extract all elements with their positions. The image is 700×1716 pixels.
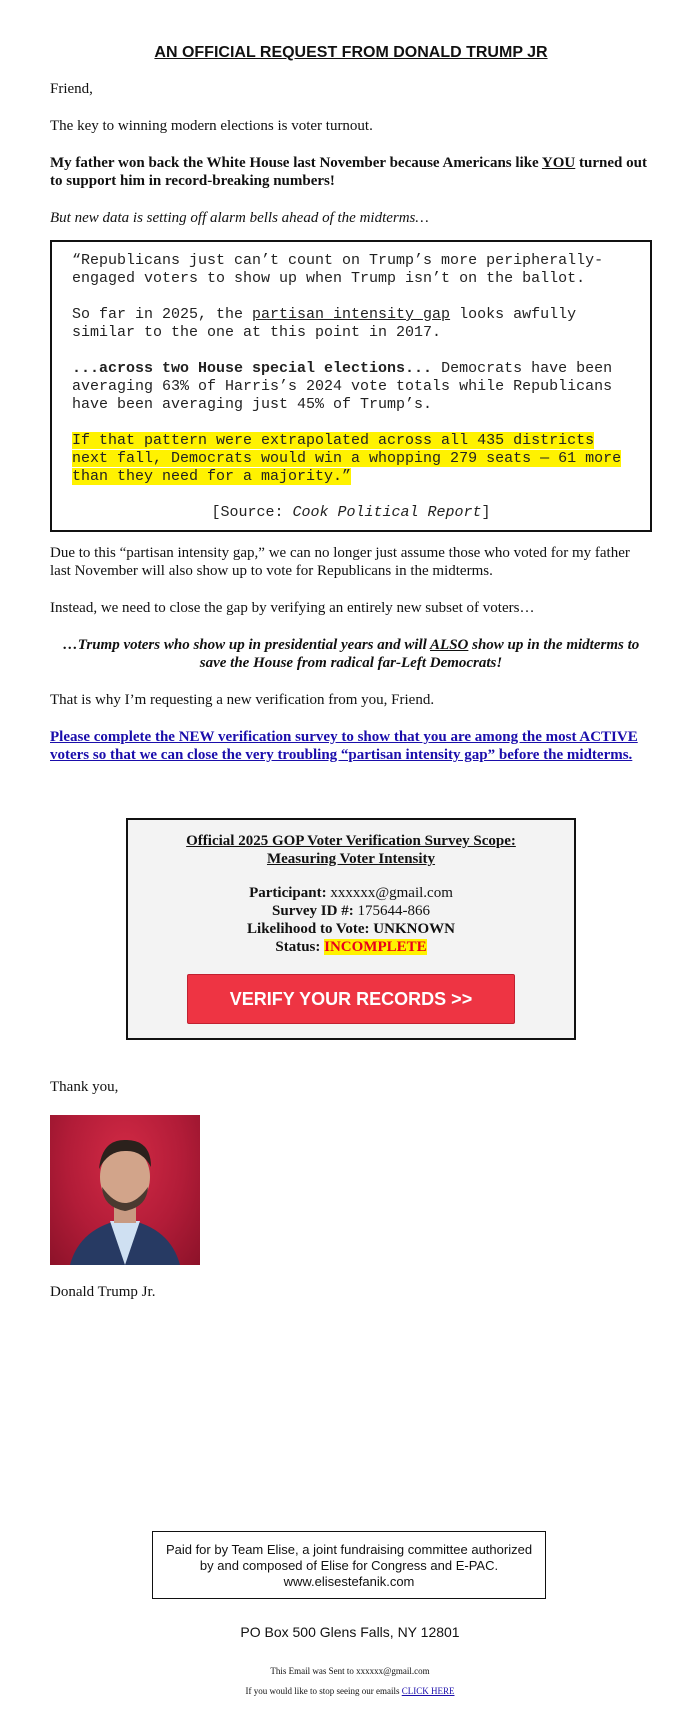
quote-para-3	[72, 360, 630, 414]
email-title: AN OFFICIAL REQUEST FROM DONALD TRUMP JR	[154, 44, 548, 61]
verify-records-button[interactable]: VERIFY YOUR RECORDS >>	[187, 974, 515, 1024]
quote-para-2	[72, 306, 630, 342]
quote-para-1: “Republicans just can’t count on Trump’s more peripherally-engaged voters to show up when Trump isn’t on the ballot.	[72, 252, 604, 287]
signer-photo	[50, 1115, 200, 1265]
quote-highlight: If that pattern were extrapolated across all 435 districts next fall, Democrats would win a whopping 279 seats — 61 more than they need for a majority.”	[72, 432, 622, 485]
status-badge: INCOMPLETE	[324, 939, 427, 955]
p2-before: My father won back the White House last November because Americans like	[50, 155, 542, 171]
p6-after: show up in the midterms to save the House from radical far-Left Democrats!	[199, 637, 640, 671]
verification-survey-link[interactable]: Please complete the NEW verification survey to show that you are among the most ACTIVE voters so that we can close the very troubling “partisan intensity gap” before the midterms.	[50, 729, 638, 763]
p6-also: ALSO	[430, 637, 469, 653]
email-body	[50, 44, 652, 1320]
source-name: Cook Political Report	[292, 504, 482, 521]
participant-value: xxxxxx@gmail.com	[326, 885, 453, 901]
participant-row	[128, 884, 574, 902]
p2-after: turned out to support him in record-breaking numbers!	[50, 155, 647, 189]
paragraph-alarm: But new data is setting off alarm bells ahead of the midterms…	[50, 210, 429, 226]
paragraph-instead: Instead, we need to close the gap by verifying an entirely new subset of voters…	[50, 600, 535, 616]
sent-to-notice: This Email was Sent to xxxxxx@gmail.com	[270, 1666, 430, 1676]
survey-title-line-2: Measuring Voter Intensity	[266, 851, 436, 867]
p2-you: YOU	[541, 155, 576, 171]
quote-para-4	[72, 432, 630, 486]
quote-source	[72, 504, 630, 522]
survey-id-value: 175644-866	[353, 903, 430, 919]
quote-box	[50, 240, 652, 532]
survey-id-row	[128, 902, 574, 920]
p6-before: …Trump voters who show up in presidential years and will	[62, 637, 431, 653]
status-row	[128, 938, 574, 956]
survey-title-line-1: Official 2025 GOP Voter Verification Survey Scope:	[186, 833, 516, 849]
paragraph-turnout: The key to winning modern elections is voter turnout.	[50, 118, 373, 134]
status-label: Status:	[275, 939, 321, 955]
quote-2-before: So far in 2025, the	[72, 306, 253, 323]
paid-for-disclaimer: Paid for by Team Elise, a joint fundraising committee authorized by and composed of Elise for Congress and E-PAC. www.elisestefanik.com	[152, 1531, 546, 1599]
unsubscribe-line	[0, 1686, 700, 1696]
likelihood-label: Likelihood to Vote:	[247, 921, 370, 937]
greeting: Friend,	[50, 81, 93, 97]
paragraph-father-won	[50, 154, 652, 190]
quote-2-after: looks awfully similar to the one at this point in 2017.	[72, 306, 577, 341]
source-after: ]	[481, 504, 491, 521]
signature: Donald Trump Jr.	[50, 1284, 156, 1300]
likelihood-row	[128, 920, 574, 938]
source-before: [Source:	[211, 504, 293, 521]
survey-id-label: Survey ID #:	[272, 903, 354, 919]
participant-label: Participant:	[249, 885, 327, 901]
paragraph-request: That is why I’m requesting a new verification from you, Friend.	[50, 692, 435, 708]
unsubscribe-text: If you would like to stop seeing our emails	[245, 1686, 402, 1696]
mailing-address: PO Box 500 Glens Falls, NY 12801	[240, 1624, 460, 1640]
quote-2-term: partisan intensity gap	[252, 306, 451, 323]
paragraph-gap: Due to this “partisan intensity gap,” we can no longer just assume those who voted for my father last November will also show up to vote for Republicans in the midterms.	[50, 545, 630, 579]
quote-3-rest: Democrats have been averaging 63% of Harris’s 2024 vote totals while Republicans have been averaging just 45% of Trump’s.	[72, 360, 613, 413]
paragraph-trump-voters	[50, 636, 652, 672]
closing: Thank you,	[50, 1079, 119, 1095]
quote-3-bold: ...across two House special elections...	[72, 360, 433, 377]
survey-card	[126, 818, 576, 1040]
survey-title	[128, 832, 574, 868]
unsubscribe-link[interactable]: CLICK HERE	[401, 1686, 455, 1696]
likelihood-value: UNKNOWN	[369, 921, 455, 937]
paragraph-cta	[50, 728, 652, 764]
portrait-illustration	[50, 1115, 200, 1265]
